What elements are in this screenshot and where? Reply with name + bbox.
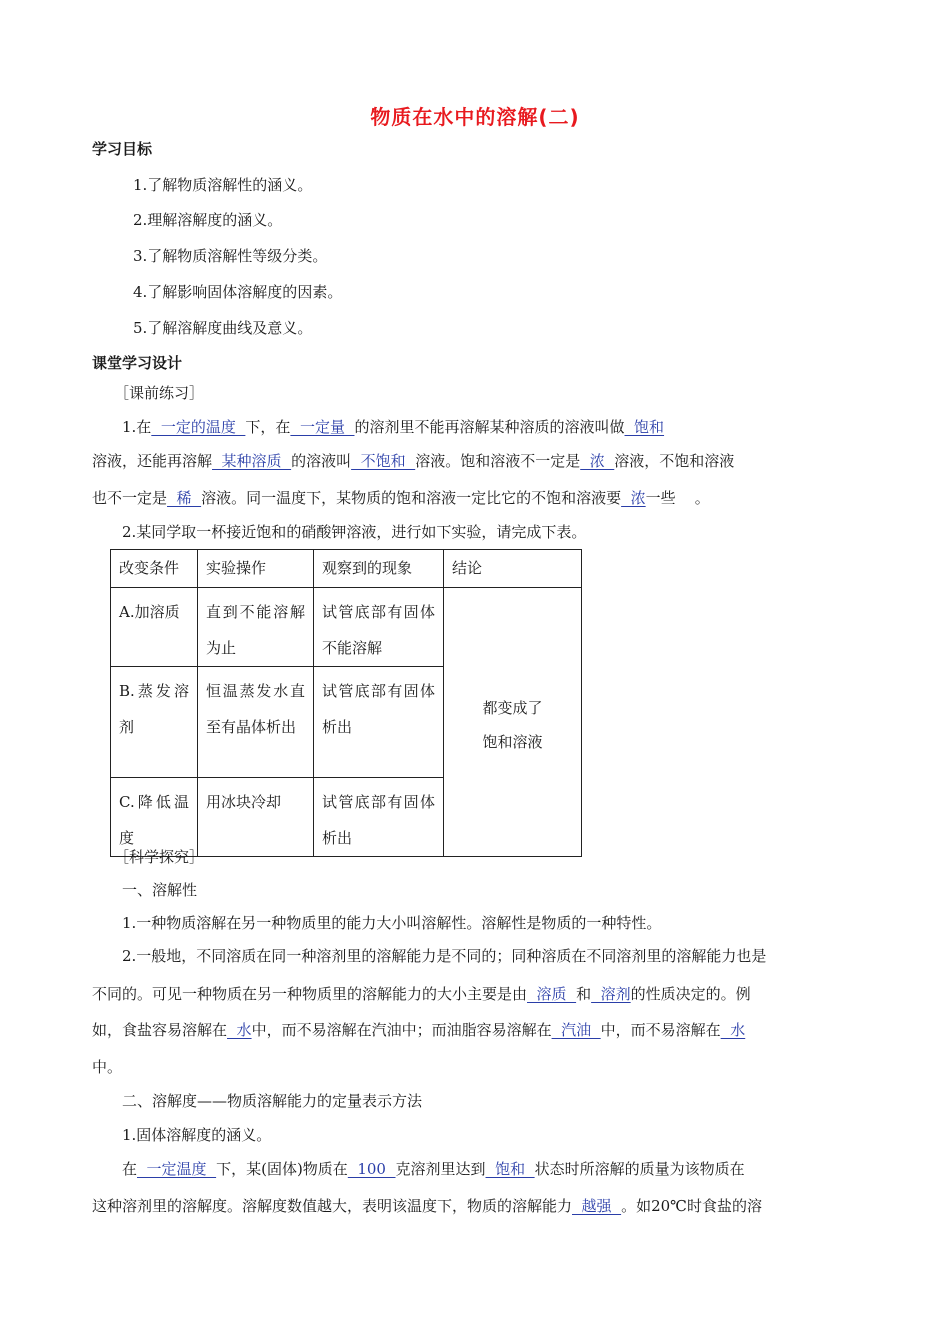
para-text: 这种溶剂里的溶解度。溶解度数值越大，表明该温度下，物质的溶解能力 — [92, 1197, 573, 1215]
goal-item: 1.了解物质溶解性的涵义。 — [133, 176, 313, 194]
operation-cell: 直到不能溶解为止 — [198, 588, 314, 667]
answer-water: 水 — [227, 1021, 252, 1039]
pre-exercise-label: ［课前练习］ — [114, 384, 205, 402]
science-inquiry-label: ［科学探究］ — [114, 848, 205, 866]
observation-cell: 试管底部有固体不能溶解 — [314, 588, 444, 667]
paragraph: 2.一般地，不同溶质在同一种溶剂里的溶解能力是不同的；同种溶质在不同溶剂里的溶解能力也是 — [122, 947, 767, 965]
para-text: 。如20℃时食盐的溶 — [621, 1197, 762, 1215]
para-text: 如，食盐容易溶解在 — [92, 1021, 228, 1039]
para-text: 克溶剂里达到 — [395, 1160, 486, 1178]
header-cell: 实验操作 — [198, 550, 314, 588]
para-text: 状态时所溶解的质量为该物质在 — [534, 1160, 745, 1178]
q1-answer-thicker: 浓 — [621, 489, 646, 507]
class-design-heading: 课堂学习设计 — [92, 354, 183, 372]
question-2: 2.某同学取一杯接近饱和的硝酸钾溶液，进行如下实验，请完成下表。 — [122, 523, 587, 541]
answer-saturated: 饱和 — [485, 1160, 535, 1178]
section-solubility: 一、溶解性 — [122, 881, 198, 899]
q1-text: 溶液。同一温度下，某物质的饱和溶液一定比它的不饱和溶液要 — [201, 489, 622, 507]
q1-text: 。 — [675, 489, 710, 507]
para-text: 在 — [122, 1160, 138, 1178]
para-text: 中，而不易溶解在 — [600, 1021, 721, 1039]
learning-goals-heading: 学习目标 — [92, 140, 153, 158]
para-text: 中，而不易溶解在汽油中；而油脂容易溶解在 — [251, 1021, 552, 1039]
subsection-title: 1.固体溶解度的涵义。 — [122, 1126, 272, 1144]
paragraph-line — [122, 1159, 745, 1179]
q1-text: 溶液，不饱和溶液 — [614, 452, 735, 470]
q1-text: 的溶液叫 — [291, 452, 352, 470]
conclusion-cell — [444, 588, 582, 857]
condition-cell: C.降低温度 — [111, 778, 198, 857]
answer-stronger: 越强 — [572, 1197, 622, 1215]
header-cell: 改变条件 — [111, 550, 198, 588]
observation-cell: 试管底部有固体析出 — [314, 667, 444, 778]
paragraph: 1.一种物质溶解在另一种物质里的能力大小叫溶解性。溶解性是物质的一种特性。 — [122, 914, 662, 932]
q1-text: 一些 — [645, 489, 676, 507]
answer-gasoline: 汽油 — [551, 1021, 601, 1039]
q1-text: 1.在 — [122, 418, 152, 436]
para-text: 和 — [576, 985, 592, 1003]
para-text: 的性质决定的。例 — [630, 985, 751, 1003]
q1-text: 的溶剂里不能再溶解某种溶质的溶液叫做 — [354, 418, 625, 436]
operation-cell: 用冰块冷却 — [198, 778, 314, 857]
q1-text: 溶液，还能再溶解 — [92, 452, 213, 470]
question-1-line-1 — [122, 417, 664, 437]
q1-answer-solute: 某种溶质 — [212, 452, 292, 470]
q1-answer-amount: 一定量 — [290, 418, 355, 436]
answer-100: 100 — [347, 1160, 396, 1178]
experiment-table — [110, 549, 582, 857]
question-1-line-3 — [92, 488, 710, 508]
answer-solvent: 溶剂 — [591, 985, 631, 1003]
question-1-line-2 — [92, 451, 734, 471]
q1-text: 下，在 — [245, 418, 291, 436]
answer-water: 水 — [720, 1021, 746, 1039]
para-text: 下，某(固体)物质在 — [216, 1160, 348, 1178]
operation-cell: 恒温蒸发水直至有晶体析出 — [198, 667, 314, 778]
condition-cell: B.蒸发溶剂 — [111, 667, 198, 778]
q1-text: 溶液。饱和溶液不一定是 — [415, 452, 581, 470]
q1-answer-unsaturated: 不饱和 — [351, 452, 416, 470]
para-text: 不同的。可见一种物质在另一种物质里的溶解能力的大小主要是由 — [92, 985, 528, 1003]
goal-item: 4.了解影响固体溶解度的因素。 — [133, 283, 343, 301]
answer-certain-temperature: 一定温度 — [137, 1160, 217, 1178]
paragraph-line — [92, 1196, 762, 1216]
page-title: 物质在水中的溶解(二) — [370, 105, 580, 129]
goal-item: 2.理解溶解度的涵义。 — [133, 211, 283, 229]
paragraph-line — [92, 1020, 745, 1040]
condition-cell: A.加溶质 — [111, 588, 198, 667]
paragraph-line — [92, 984, 751, 1004]
goal-item: 5.了解溶解度曲线及意义。 — [133, 319, 313, 337]
q1-text: 也不一定是 — [92, 489, 168, 507]
header-cell: 观察到的现象 — [314, 550, 444, 588]
table-header-row — [111, 550, 582, 588]
paragraph-line: 中。 — [92, 1058, 123, 1076]
header-cell: 结论 — [444, 550, 582, 588]
table-row — [111, 588, 582, 667]
q1-answer-concentrated: 浓 — [580, 452, 615, 470]
section-solubility-degree: 二、溶解度——物质溶解能力的定量表示方法 — [122, 1092, 423, 1110]
q1-answer-saturated: 饱和 — [624, 418, 665, 436]
conclusion-line: 饱和溶液 — [482, 733, 543, 751]
q1-answer-temperature: 一定的温度 — [151, 418, 246, 436]
observation-cell: 试管底部有固体析出 — [314, 778, 444, 857]
q1-answer-dilute: 稀 — [167, 489, 202, 507]
conclusion-line: 都变成了 — [482, 699, 543, 717]
answer-solute: 溶质 — [527, 985, 577, 1003]
goal-item: 3.了解物质溶解性等级分类。 — [133, 247, 328, 265]
